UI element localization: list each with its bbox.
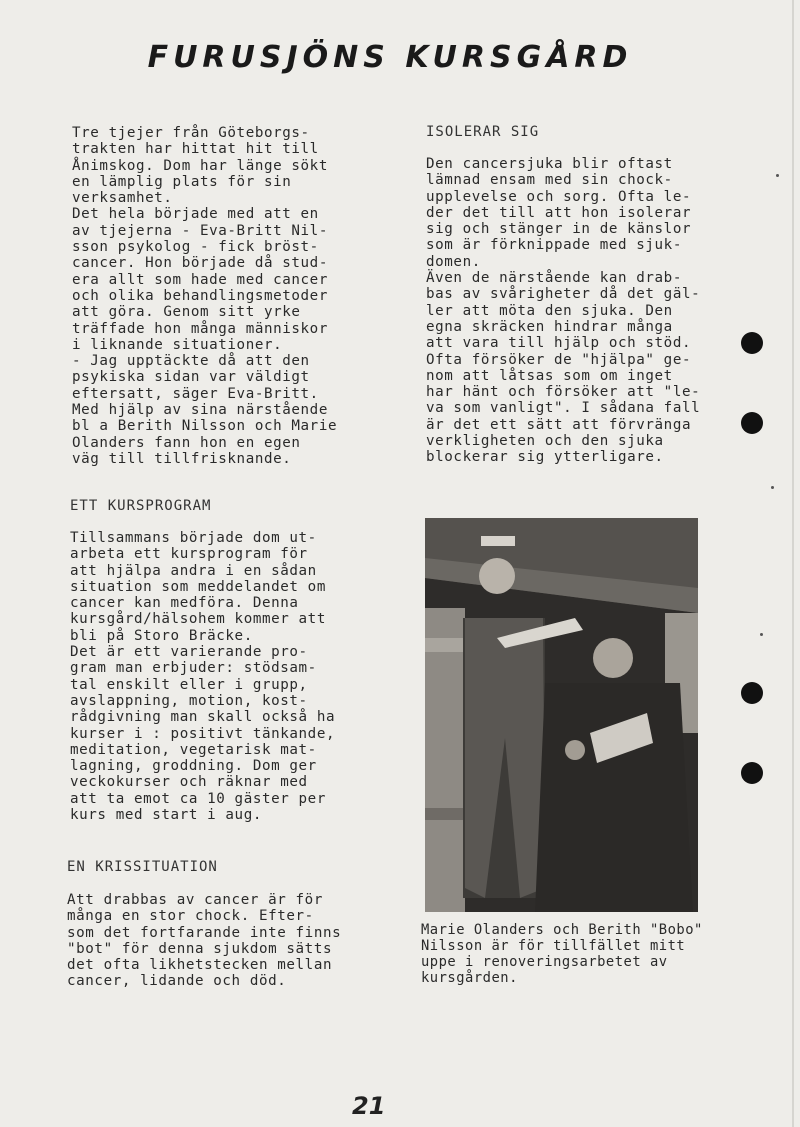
paper-speck <box>776 174 779 177</box>
kursprogram-paragraph: Tillsammans började dom ut- arbeta ett kursprogram för att hjälpa andra i en sådan situation som meddelandet om cancer kan medföra. Denna kursgård/hälsohem kommer att bli på Storo Bräcke. Det är ett varierande pro- gram man erbjuder: stödsam- tal enskilt eller i grupp, avslappning, motion, kost- rådgivning man skall också ha kurser i : positivt tänkande, meditation, vegetarisk mat- lagning, groddning. Dom ger veckokurser och räknar med att ta emot ca 10 gäster per kurs med start i aug. <box>70 530 336 824</box>
renovation-photo <box>425 518 698 912</box>
margin-punch-hole <box>741 332 763 354</box>
paper-speck <box>760 633 763 636</box>
section-heading-kursprogram: ETT KURSPROGRAM <box>70 498 212 514</box>
isolerar-paragraph: Den cancersjuka blir oftast lämnad ensam med sin chock- upplevelse och sorg. Ofta le- der det till att hon isolerar sig och stänger in de känslor som är förknippade med sjuk- domen. Även de närstående kan drab- bas av svårigheter då det gäl- ler att möta den sjuka. Den egna skräcken hindrar många att vara till hjälp och stöd. Ofta försöker de "hjälpa" ge- nom att låtsas som om inget har hänt och försöker att "le- va som vanligt". I sådana fall är det ett sätt att förvränga verkligheten och den sjuka blockerar sig ytterligare. <box>426 156 701 466</box>
paper-speck <box>771 486 774 489</box>
section-heading-krissituation: EN KRISSITUATION <box>67 859 218 875</box>
photo-caption: Marie Olanders och Berith "Bobo" Nilsson är för tillfället mitt uppe i renoveringsarbetet av kursgården. <box>421 922 703 986</box>
krissituation-paragraph: Att drabbas av cancer är för många en stor chock. Efter- som det fortfarande inte finns "bot" för denna sjukdom sätts det ofta likhetstecken mellan cancer, lidande och död. <box>67 892 342 990</box>
margin-punch-hole <box>741 762 763 784</box>
page-edge <box>792 0 794 1127</box>
margin-punch-hole <box>741 682 763 704</box>
page-number: 21 <box>352 1092 386 1120</box>
intro-paragraph: Tre tjejer från Göteborgs- trakten har hittat hit till Ånimskog. Dom har länge sökt en lämplig plats för sin verksamhet. Det hela började med att en av tjejerna - Eva-Britt Nil- sson psykolog - fick bröst- cancer. Hon började då stud- era allt som hade med cancer och olika behandlingsmetoder att göra. Genom sitt yrke träffade hon många människor i liknande situationer. - Jag upptäckte då att den psykiska sidan var väldigt eftersatt, säger Eva-Britt. Med hjälp av sina närstående bl a Berith Nilsson och Marie Olanders fann hon en egen väg till tillfrisknande. <box>72 125 338 467</box>
section-heading-isolerar: ISOLERAR SIG <box>426 124 540 140</box>
page-title: FURUSJÖNS KURSGÅRD <box>147 40 633 75</box>
margin-punch-hole <box>741 412 763 434</box>
